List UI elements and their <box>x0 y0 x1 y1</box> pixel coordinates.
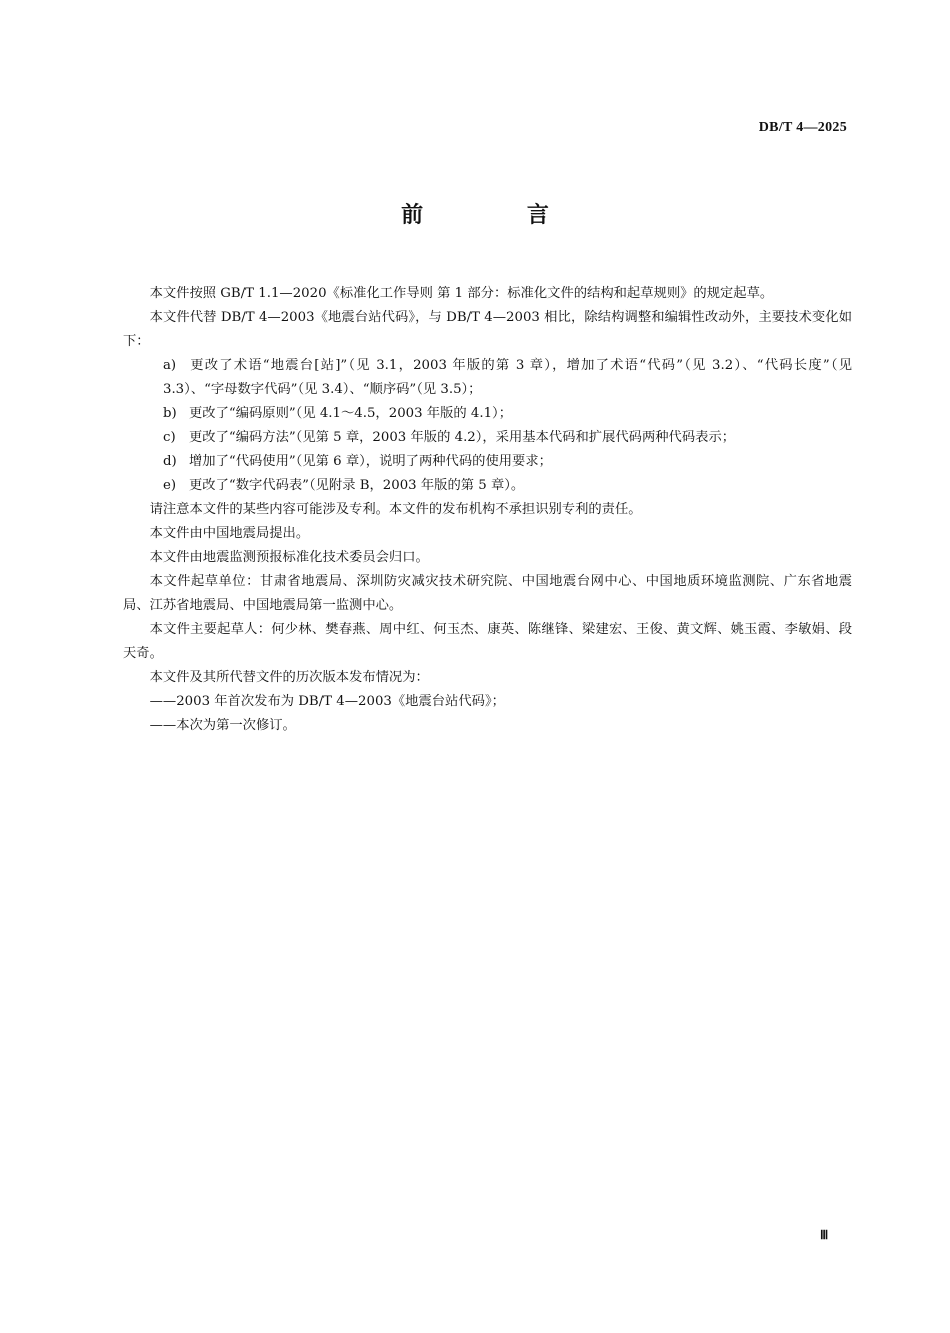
paragraph-replacement: 本文件代替 DB/T 4—2003《地震台站代码》，与 DB/T 4—2003 相比，除结构调整和编辑性改动外，主要技术变化如下： <box>123 310 852 349</box>
list-item-text: 增加了“代码使用”（见第 6 章），说明了两种代码的使用要求； <box>189 454 552 469</box>
list-item-text: 更改了术语“地震台[站]”（见 3.1，2003 年版的第 3 章），增加了术语“代码”（见 3.2）、“代码长度”（见 3.3）、“字母数字代码”（见 3.4）、“顺序码”（见 3.5）； <box>163 358 852 397</box>
list-item-label: d) <box>163 454 177 469</box>
history-item: ——本次为第一次修订。 <box>149 718 296 733</box>
list-item-label: b) <box>163 406 177 421</box>
page-number: Ⅲ <box>820 1228 829 1242</box>
list-item-text: 更改了“编码原则”（见 4.1～4.5，2003 年版的 4.1）； <box>189 406 513 421</box>
paragraph-drafting-units: 本文件起草单位：甘肃省地震局、深圳防灾减灾技术研究院、中国地震台网中心、中国地质环境监测院、广东省地震局、江苏省地震局、中国地震局第一监测中心。 <box>123 574 852 613</box>
paragraph-committee: 本文件由地震监测预报标准化技术委员会归口。 <box>149 550 429 565</box>
list-item <box>123 354 852 402</box>
paragraph-patent-notice: 请注意本文件的某些内容可能涉及专利。本文件的发布机构不承担识别专利的责任。 <box>149 502 642 517</box>
foreword-body <box>123 282 852 738</box>
list-item-label: e) <box>163 478 177 493</box>
paragraph-drafters: 本文件主要起草人：何少林、樊春燕、周中红、何玉杰、康英、陈继锋、梁建宏、王俊、黄文辉、姚玉霞、李敏娟、段天奇。 <box>123 622 852 661</box>
list-item-text: 更改了“数字代码表”（见附录 B，2003 年版的第 5 章）。 <box>189 478 525 493</box>
list-item <box>123 402 852 426</box>
paragraph-history-intro: 本文件及其所代替文件的历次版本发布情况为： <box>149 670 429 685</box>
list-item <box>123 474 852 498</box>
list-item-label: a) <box>163 358 177 373</box>
list-item-text: 更改了“编码方法”（见第 5 章，2003 年版的 4.2），采用基本代码和扩展代码两种代码表示； <box>189 430 736 445</box>
history-item: ——2003 年首次发布为 DB/T 4—2003《地震台站代码》； <box>149 694 505 709</box>
list-item <box>123 450 852 474</box>
paragraph-proposer: 本文件由中国地震局提出。 <box>149 526 310 541</box>
paragraph-drafting-basis: 本文件按照 GB/T 1.1—2020《标准化工作导则 第 1 部分：标准化文件的结构和起草规则》的规定起草。 <box>149 286 774 301</box>
page-title: 前 言 <box>401 203 597 228</box>
list-item-label: c) <box>163 430 176 445</box>
list-item <box>123 426 852 450</box>
document-code: DB/T 4—2025 <box>758 120 847 135</box>
